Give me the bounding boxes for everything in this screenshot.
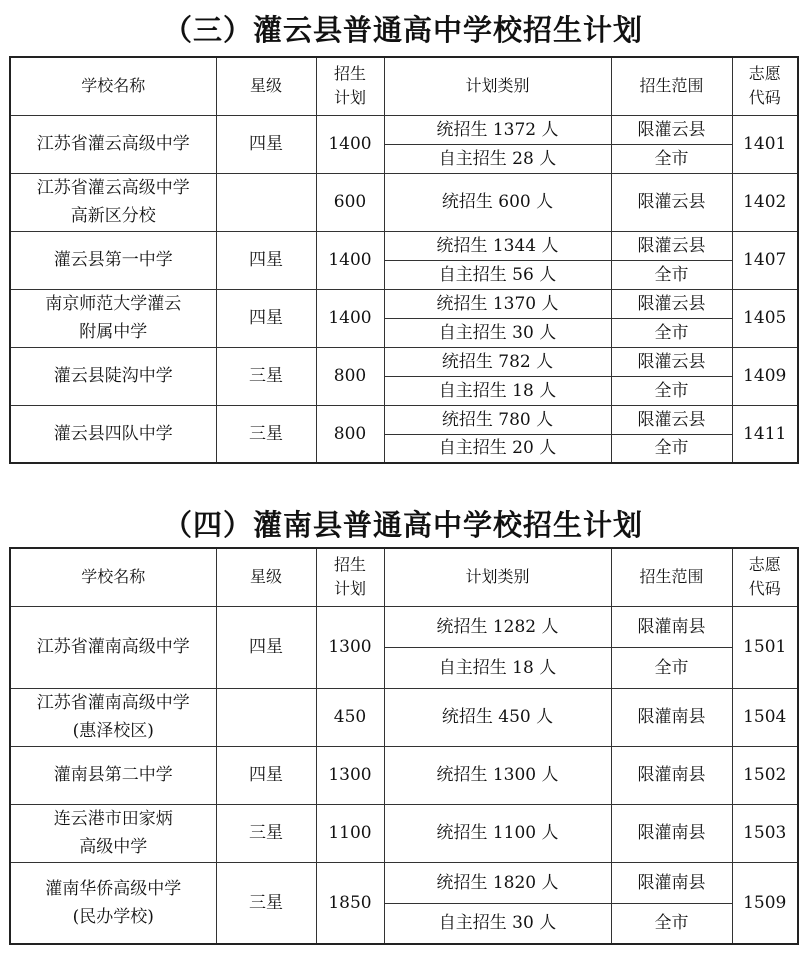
plan-type: 统招生 600 人 (384, 173, 611, 231)
star-level: 三星 (216, 804, 316, 862)
enroll-range: 限灌南县 (611, 746, 732, 804)
header-school: 学校名称 (10, 57, 216, 115)
table-row (10, 804, 798, 862)
enroll-range: 限灌南县 (611, 862, 732, 903)
star-level (216, 688, 316, 746)
enroll-range: 限灌云县 (611, 289, 732, 318)
school-name: 灌南县第二中学 (10, 746, 216, 804)
plan-type: 自主招生 56 人 (384, 260, 611, 289)
plan-type: 自主招生 18 人 (384, 376, 611, 405)
enroll-quota: 600 (316, 173, 384, 231)
plan-type: 自主招生 18 人 (384, 647, 611, 688)
table-row (10, 862, 798, 903)
enroll-range: 限灌云县 (611, 115, 732, 144)
guannan-enrollment-table (9, 547, 799, 945)
choice-code: 1503 (732, 804, 798, 862)
school-name: 灌云县四队中学 (10, 405, 216, 463)
school-name: 灌云县第一中学 (10, 231, 216, 289)
plan-type: 统招生 1370 人 (384, 289, 611, 318)
choice-code: 1405 (732, 289, 798, 347)
enroll-quota: 1400 (316, 289, 384, 347)
school-name: 江苏省灌南高级中学 (惠泽校区) (10, 688, 216, 746)
school-name: 连云港市田家炳 高级中学 (10, 804, 216, 862)
plan-type: 统招生 1300 人 (384, 746, 611, 804)
header-range: 招生范围 (611, 57, 732, 115)
school-name: 灌南华侨高级中学 (民办学校) (10, 862, 216, 944)
enroll-range: 全市 (611, 144, 732, 173)
header-quota: 招生 计划 (316, 57, 384, 115)
table-row (10, 347, 798, 376)
plan-type: 自主招生 28 人 (384, 144, 611, 173)
table-row (10, 405, 798, 434)
enroll-quota: 450 (316, 688, 384, 746)
plan-type: 自主招生 30 人 (384, 903, 611, 944)
plan-type: 自主招生 30 人 (384, 318, 611, 347)
header-star: 星级 (216, 548, 316, 606)
choice-code: 1501 (732, 606, 798, 688)
star-level: 四星 (216, 115, 316, 173)
plan-type: 统招生 782 人 (384, 347, 611, 376)
section3-title: （三）灌云县普通高中学校招生计划 (162, 13, 643, 47)
star-level: 四星 (216, 606, 316, 688)
header-row (10, 548, 798, 606)
star-level: 三星 (216, 862, 316, 944)
school-name: 灌云县陡沟中学 (10, 347, 216, 405)
plan-type: 统招生 1820 人 (384, 862, 611, 903)
header-star: 星级 (216, 57, 316, 115)
plan-type: 自主招生 20 人 (384, 434, 611, 463)
header-code: 志愿 代码 (732, 57, 798, 115)
header-code: 志愿 代码 (732, 548, 798, 606)
section4-title: （四）灌南县普通高中学校招生计划 (162, 508, 643, 542)
enroll-range: 限灌南县 (611, 606, 732, 647)
enroll-quota: 800 (316, 347, 384, 405)
enroll-range: 限灌云县 (611, 405, 732, 434)
star-level (216, 173, 316, 231)
enroll-range: 限灌南县 (611, 804, 732, 862)
enroll-quota: 1300 (316, 746, 384, 804)
school-name: 江苏省灌南高级中学 (10, 606, 216, 688)
plan-type: 统招生 1100 人 (384, 804, 611, 862)
enroll-quota: 1400 (316, 115, 384, 173)
header-range: 招生范围 (611, 548, 732, 606)
table-row (10, 688, 798, 746)
star-level: 四星 (216, 231, 316, 289)
plan-type: 统招生 1372 人 (384, 115, 611, 144)
plan-type: 统招生 1282 人 (384, 606, 611, 647)
school-name: 江苏省灌云高级中学 高新区分校 (10, 173, 216, 231)
school-name: 江苏省灌云高级中学 (10, 115, 216, 173)
table-row (10, 289, 798, 318)
table-row (10, 746, 798, 804)
plan-type: 统招生 780 人 (384, 405, 611, 434)
plan-type: 统招生 450 人 (384, 688, 611, 746)
enroll-quota: 1850 (316, 862, 384, 944)
choice-code: 1407 (732, 231, 798, 289)
enroll-range: 限灌云县 (611, 173, 732, 231)
enroll-quota: 1300 (316, 606, 384, 688)
choice-code: 1502 (732, 746, 798, 804)
table-row (10, 606, 798, 647)
choice-code: 1504 (732, 688, 798, 746)
header-school: 学校名称 (10, 548, 216, 606)
enroll-quota: 1400 (316, 231, 384, 289)
star-level: 三星 (216, 405, 316, 463)
enroll-range: 限灌南县 (611, 688, 732, 746)
header-plan-type: 计划类别 (384, 548, 611, 606)
guanyun-enrollment-table (9, 56, 799, 464)
enroll-quota: 1100 (316, 804, 384, 862)
header-row (10, 57, 798, 115)
enroll-range: 限灌云县 (611, 231, 732, 260)
enroll-range: 全市 (611, 647, 732, 688)
enroll-range: 全市 (611, 903, 732, 944)
enroll-quota: 800 (316, 405, 384, 463)
table-row (10, 231, 798, 260)
choice-code: 1401 (732, 115, 798, 173)
header-plan-type: 计划类别 (384, 57, 611, 115)
star-level: 三星 (216, 347, 316, 405)
table-row (10, 173, 798, 231)
school-name: 南京师范大学灌云 附属中学 (10, 289, 216, 347)
enroll-range: 全市 (611, 318, 732, 347)
enroll-range: 全市 (611, 260, 732, 289)
choice-code: 1402 (732, 173, 798, 231)
star-level: 四星 (216, 289, 316, 347)
plan-type: 统招生 1344 人 (384, 231, 611, 260)
choice-code: 1509 (732, 862, 798, 944)
enroll-range: 全市 (611, 376, 732, 405)
enroll-range: 限灌云县 (611, 347, 732, 376)
table-row (10, 115, 798, 144)
choice-code: 1411 (732, 405, 798, 463)
header-quota: 招生 计划 (316, 548, 384, 606)
choice-code: 1409 (732, 347, 798, 405)
star-level: 四星 (216, 746, 316, 804)
enroll-range: 全市 (611, 434, 732, 463)
